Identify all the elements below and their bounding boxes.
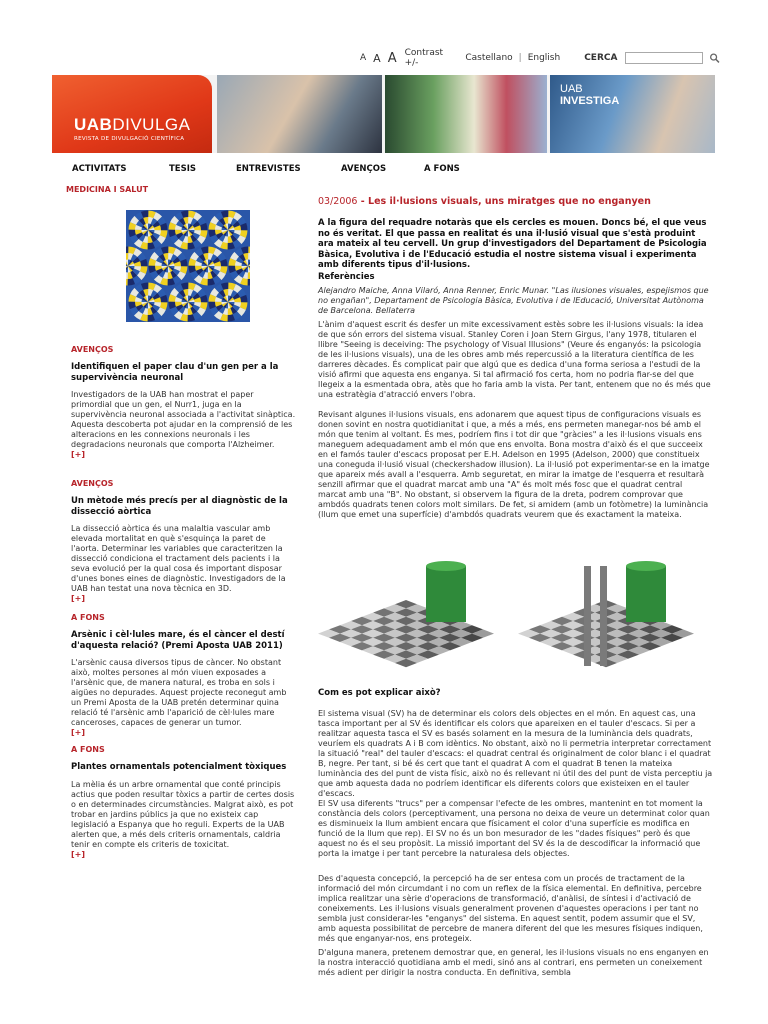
news-summary: L'arsènic causa diversos tipus de càncer. No obstant això, moltes persones al món viuen exposades a l'arsènic que, de manera natural, es troba en sols i aigües no depurades. Aquest projecte reconegut amb un Premi Aposta de la UAB pretén determinar quina relació té l'arsènic amb l'aparició de cèl·lules mare canceroses, capaces de generar un tumor. — [71, 658, 287, 727]
news-headline-link[interactable]: Arsènic i cèl·lules mare, és el càncer el destí d'aquesta relació? (Premi Aposta UAB 2011) — [71, 630, 285, 651]
article-date: 03/2006 — [318, 196, 358, 207]
news-item — [71, 345, 296, 459]
nav-item-avencos[interactable]: AVENÇOS — [341, 164, 387, 174]
logo-subtitle: REVISTA DE DIVULGACIÓ CIENTÍFICA — [74, 136, 185, 142]
banner-photo-dna — [385, 75, 547, 153]
news-category: A FONS — [71, 613, 105, 622]
news-item — [71, 479, 296, 603]
section-title: MEDICINA I SALUT — [66, 185, 149, 194]
read-more-link[interactable]: [+] — [71, 728, 86, 737]
article-paragraph: Des d'aquesta concepció, la percepció ha de ser entesa com un procés de tractament de la informació del món circumdant i no com un reflex de la física elemental. En definitiva, percebre implica realitzar una sèrie d'operacions de transformació, d'anàlisi, de síntesi i d'activació de coneixements. Les il·lusions visuals generalment provenen d'aquestes operacions i per tant no sembla just considerar-les "enganys" del sistema. En aquest sentit, podem assumir que el SV, amb aquesta possibilitat de percebre de manera diferent del que les mesures físiques indiquen, més que enganyar-nos, ens protegeix. — [318, 874, 703, 943]
search-icon[interactable] — [709, 52, 720, 64]
article-subheading: Com es pot explicar això? — [318, 688, 441, 698]
article-paragraph: D'alguna manera, pretenem demostrar que, en general, les il·lusions visuals no ens enganyen en la nostra interacció quotidiana amb el medi, sinó ans al contrari, ens permeten un coneixement més adient per dirigir la nostra conducta. En definitiva, sembla — [318, 948, 709, 977]
news-headline-link[interactable]: Un mètode més precís per al diagnòstic de la dissecció aòrtica — [71, 496, 288, 517]
article-lead: A la figura del requadre notaràs que els cercles es mouen. Doncs bé, el que veus no és veritat. El que passa en realitat és una il·lusió visual que s'està produint ara mateix al teu cervell. Un grup d'investigadors del Departament de Psicologia Bàsica, Evolutiva i de l'Educació estudia el nostre sistema visual i experimenta amb diferents tipus d'il·lusions. — [318, 218, 707, 270]
font-size-medium-button[interactable]: A — [373, 51, 381, 65]
read-more-link[interactable]: [+] — [71, 594, 86, 603]
rotating-snakes-illusion-image — [126, 210, 250, 322]
font-size-small-button[interactable]: A — [360, 53, 367, 63]
contrast-toggle[interactable]: Contrast +/- — [404, 48, 444, 68]
read-more-link[interactable]: [+] — [71, 849, 86, 859]
news-item — [71, 745, 296, 859]
news-headline-link[interactable]: Identifiquen el paper clau d'un gen per a la supervivència neuronal — [71, 362, 279, 383]
checkershadow-illusion-image — [318, 560, 713, 675]
uabdivulga-logo[interactable]: UABDIVULGA REVISTA DE DIVULGACIÓ CIENTÍFICA — [52, 75, 212, 153]
news-summary: Investigadors de la UAB han mostrat el paper primordial que un gen, el Nurr1, juga en la supervivència neuronal associada a l'activitat sinàptica. Aquesta descoberta pot ajudar en la comprensió de les alteracions en les connexions neuronals i les degradacions neuronals que comporta l'Alzheimer. — [71, 390, 296, 449]
utility-bar — [360, 50, 720, 66]
uab-investiga-logo[interactable]: UAB INVESTIGA — [560, 83, 620, 107]
news-headline-link[interactable]: Plantes ornamentals potencialment tòxiques — [71, 762, 287, 772]
font-size-large-button[interactable]: A — [387, 50, 397, 66]
news-item — [71, 613, 296, 737]
read-more-link[interactable]: [+] — [71, 450, 86, 459]
news-summary: La mèlia és un arbre ornamental que conté principis actius que poden resultar tòxics a partir de certes dosis o en determinades circumstàncies. Malgrat això, es pot trobar en jardins públics ja que no existeix cap legislació a Espanya que ho reguli. Experts de la UAB alerten que, a més dels criteris ornamentals, caldria tenir en compte els criteris de toxicitat. — [71, 779, 295, 849]
references-heading: Referències — [318, 272, 375, 282]
article-paragraph: El sistema visual (SV) ha de determinar els colors dels objectes en el món. En aquest cas, una tasca important per al SV és identificar els colors que apareixen en el tauler d'escacs. Si per a realitzar aquesta tasca el SV es basés solament en la mesura de la luminància dels quadrats, veuríem els quadrats A i B com idèntics. No obstant, això no li permetria interpretar correctament la situació "real" del tauler d'escacs: el quadrat central és originalment de color blanc i el quadrat B, negre. Per tant, si bé és cert que tant el quadrat A com el quadrat B tenen la mateixa luminància des del punt de vista físic, això no és rellevant ni útil des del punt de vista perceptiu ja que amb aquesta dada no podríem identificar els diferents colors que existeixen en el tauler d'escacs. — [318, 709, 713, 798]
article — [318, 196, 713, 977]
article-paragraph: Revisant algunes il·lusions visuals, ens adonarem que aquest tipus de configuracions visuals es donen sovint en nostra quotidianitat i que, a més a més, ens permeten manegar-nos bé amb el món que tenim al voltant. És mes, podríem fins i tot dir que "gràcies" a les il·lusions visuals ens maneguem adequadament amb el món que ens envolta. Bona mostra d'això és el que succeeix en el famós tauler d'escacs proposat per E.H. Adelson en 1995 (Adelson, 2000) que constitueix una coneguda il·lusió visual (checkershadow illusion). La il·lusió pot experimentar-se en la imatge que apareix més avall a l'esquerra. Amb seguretat, en mirar la imatge de l'esquerra et resultarà senzill afirmar que el quadrat marcat amb una "A" és molt més fosc que el quadrat central marcat amb una "B". No obstant, si observem la figura de la dreta, podrem comprovar que ambdós quadrats tenen colors molt similars. De fet, si amidem (amb un fotòmetre) la luminància (llum que emet una superfície) d'ambdós quadrats veurem que és exactament la mateixa. — [318, 410, 710, 519]
news-summary: La dissecció aòrtica és una malaltia vascular amb elevada mortalitat en què s'esquinça la paret de l'aorta. Determinar les variables que caracteritzen la dissecció condiciona el tractament dels pacients i la seva evolució per la qual cosa és important disposar d'unes bones eines de diagnòstic. Investigadors de la UAB han testat una nova tècnica en 3D. — [71, 524, 286, 593]
article-paragraph: El SV usa diferents "trucs" per a compensar l'efecte de les ombres, mantenint en tot moment la constància dels colors (perceptivament, una persona no deixa de veure un determinat color quan es disminueix la llum ambient encara que físicament el color d'una superfície es modifica en funció de la llum que rep). El SV no és un bon mesurador de les "dades físiques" però és que aquest no és el seu propòsit. La missió important del SV és la de descodificar la informació que porta la imatge i per tant percebre la naturalesa dels objectes. — [318, 799, 710, 858]
language-castellano-link[interactable]: Castellano — [465, 53, 513, 63]
nav-item-a-fons[interactable]: A FONS — [424, 164, 460, 174]
article-paragraph: L'ànim d'aquest escrit és desfer un mite excessivament estès sobre les il·lusions visuals: la idea de que són errors del sistema visual. Stanley Coren i Joan Stern Girgus, l'any 1978, titularen el llibre "Seeing is deceiving: The psychology of Visual Illusions" (Veure és enganyós: la psicologia de les il·lusions visuals), una de les obres amb més repercussió a la literatura científica de les darreres dècades. És complicat pair que algú que es dedica d'una forma seriosa a l'estudi de la visió afirmi que aquesta ens enganya. Si tal afirmació fos certa, hom no podria fiar-se del que llegeix a la esmentada obra, atès que ho faria amb la vista. Per tant, entenem que no és més que una estratègia d'atracció envers l'obra. — [318, 320, 711, 399]
sidebar — [66, 185, 296, 859]
banner-photo-scientist — [217, 75, 382, 153]
nav-item-activitats[interactable]: ACTIVITATS — [72, 164, 127, 174]
news-category: AVENÇOS — [71, 345, 114, 354]
language-english-link[interactable]: English — [527, 53, 561, 63]
search-input[interactable] — [625, 52, 702, 64]
news-category: AVENÇOS — [71, 479, 114, 488]
main-nav — [72, 164, 460, 174]
language-separator: | — [518, 53, 522, 63]
header-banner — [52, 75, 715, 153]
references-text: Alejandro Maiche, Anna Vilaró, Anna Renner, Enric Munar. "Las ilusiones visuales, espejismos que no engañan", Departament de Psicologia Bàsica, Evolutiva i de lEducació, Universitat Autònoma de Barcelona. Bellaterra — [318, 286, 709, 315]
news-category: A FONS — [71, 745, 105, 754]
nav-item-entrevistes[interactable]: ENTREVISTES — [236, 164, 301, 174]
article-title: 03/2006 - Les il·lusions visuals, uns miratges que no enganyen — [318, 196, 651, 207]
search-label: CERCA — [584, 53, 618, 63]
nav-item-tesis[interactable]: TESIS — [169, 164, 197, 174]
